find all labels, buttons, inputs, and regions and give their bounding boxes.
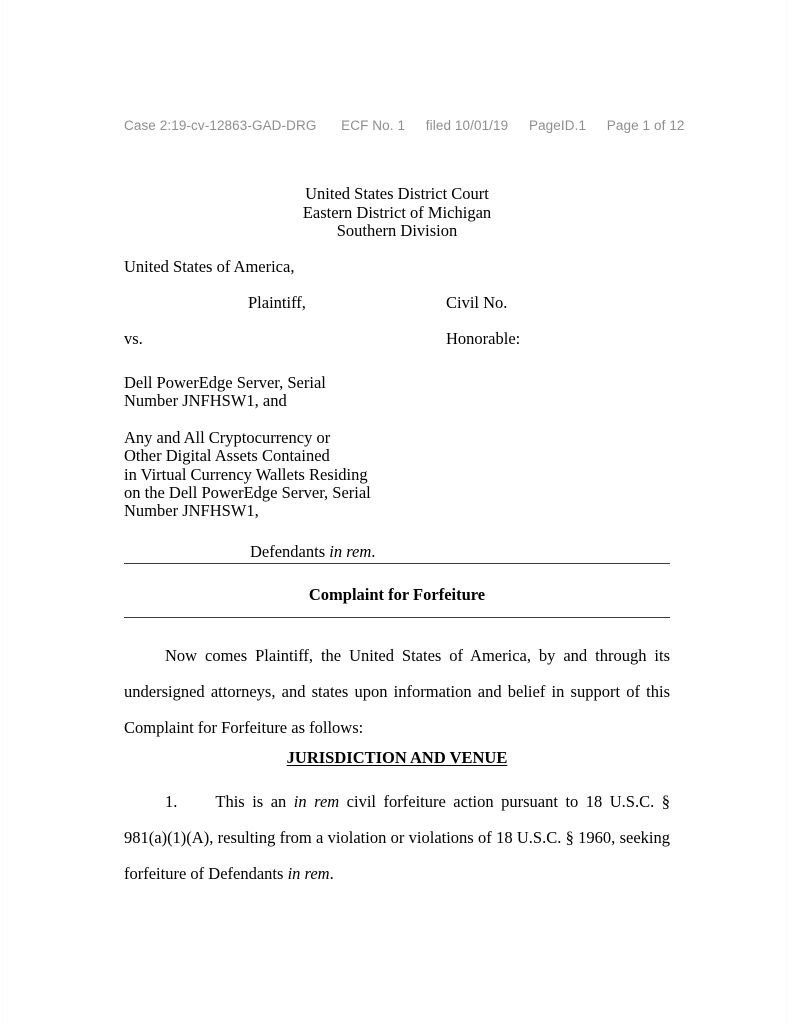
in-rem-italic: in rem <box>287 864 330 883</box>
plaintiff-name-row <box>124 258 670 276</box>
page-edge-left <box>7 0 8 1024</box>
caption-spacer <box>124 276 670 294</box>
defendants-in-rem-row <box>124 543 670 561</box>
page-of-total: Page 1 of 12 <box>606 118 685 133</box>
defendant-two-line: Any and All Cryptocurrency or <box>124 427 331 447</box>
paragraph-1 <box>124 784 670 892</box>
paragraph-text-part1: This is an <box>215 792 294 811</box>
ecf-number: ECF No. 1 <box>341 118 406 133</box>
caption-spacer <box>124 348 670 374</box>
paragraph-number: 1. <box>165 792 178 811</box>
defendant-two-line: in Virtual Currency Wallets Residing <box>124 464 368 484</box>
court-division: Southern Division <box>336 221 458 241</box>
page-id: PageID.1 <box>528 118 587 133</box>
title-rule-bottom <box>124 617 670 618</box>
defendant-one-block <box>124 374 670 411</box>
plaintiff-label-row <box>124 294 670 312</box>
filed-date: filed 10/01/19 <box>425 118 509 133</box>
defendant-one-line: Number JNFHSW1, and <box>124 391 287 411</box>
in-rem-italic: in rem <box>329 541 372 561</box>
plaintiff-label: Plaintiff, <box>248 293 306 312</box>
case-number: Case 2:19-cv-12863-GAD-DRG <box>124 118 317 133</box>
plaintiff-name: United States of America, <box>124 257 295 276</box>
court-district: Eastern District of Michigan <box>302 202 492 222</box>
court-heading <box>124 185 670 241</box>
intro-text: Now comes Plaintiff, the United States of America, by and through its undersigned attorneys, and states upon information and belief in support of this Complaint for Forfeiture as follows: <box>124 646 670 737</box>
civil-number-label: Civil No. <box>446 293 508 312</box>
in-rem-italic: in rem <box>293 792 340 811</box>
caption-spacer <box>124 411 670 429</box>
paragraph-text-part2: civil forfeiture action pursuant to 18 U.S.C. § 981(a)(1)(A), resulting from a violation or violations of 18 U.S.C. § 1960, seeking forfeiture of Defendants <box>124 792 670 883</box>
ecf-filing-stamp <box>124 118 684 133</box>
document-title: Complaint for Forfeiture <box>308 585 486 604</box>
defendant-two-line: on the Dell PowerEdge Server, Serial <box>124 483 371 503</box>
caption-spacer <box>124 312 670 330</box>
versus-label: vs. <box>124 329 143 348</box>
defendant-two-block <box>124 429 670 521</box>
defendant-two-line: Number JNFHSW1, <box>124 501 259 521</box>
defendant-one-line: Dell PowerEdge Server, Serial <box>124 373 326 392</box>
page-edge-right <box>786 0 787 1024</box>
defendant-two-line: Other Digital Assets Contained <box>124 446 330 466</box>
defendants-label: Defendants <box>250 541 330 561</box>
caption-spacer <box>124 521 670 543</box>
intro-paragraph <box>124 638 670 746</box>
title-rule-top <box>124 563 670 564</box>
honorable-label: Honorable: <box>446 329 521 348</box>
court-name: United States District Court <box>305 184 489 203</box>
versus-row <box>124 330 670 348</box>
section-heading-jurisdiction: JURISDICTION AND VENUE <box>286 748 508 767</box>
case-caption <box>124 258 670 561</box>
defendants-label-period: . <box>371 541 376 561</box>
paragraph-text-part3: . <box>329 864 334 883</box>
